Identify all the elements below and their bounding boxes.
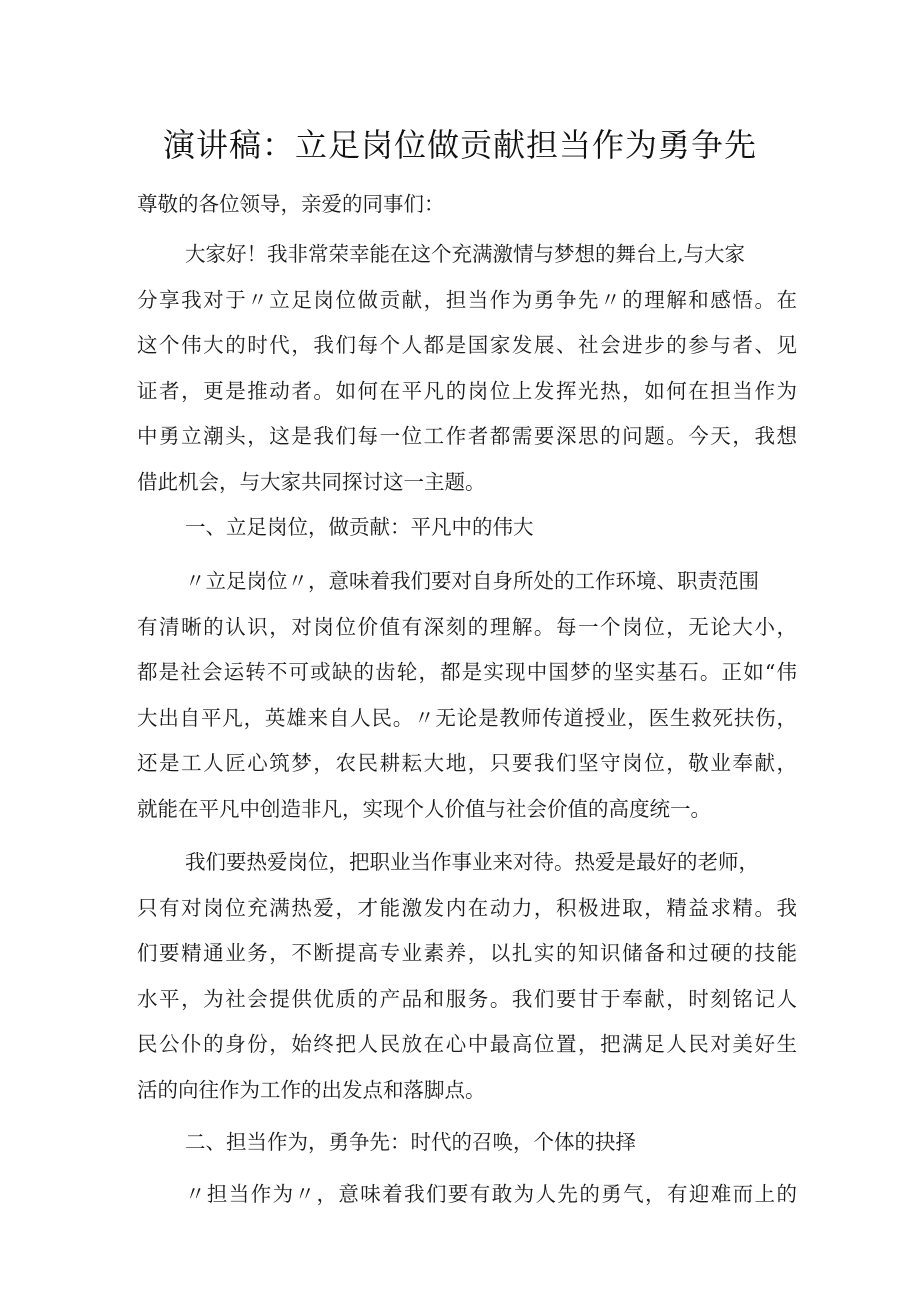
paragraph-line: 水平，为社会提供优质的产品和服务。我们要甘于奉献，时刻铭记人 xyxy=(137,987,797,1011)
paragraph-line: 中勇立潮头，这是我们每一位工作者都需要深思的问题。今天，我想 xyxy=(137,424,797,448)
paragraph-line: 都是社会运转不可或缺的齿轮，都是实现中国梦的坚实基石。正如“伟 xyxy=(137,660,797,684)
paragraph-line: 只有对岗位充满热爱，才能激发内在动力，积极进取，精益求精。我 xyxy=(137,896,797,920)
paragraph-line: 〃担当作为〃，意味着我们要有敢为人先的勇气，有迎难而上的 xyxy=(185,1182,797,1206)
section-heading: 一、立足岗位，做贡献：平凡中的伟大 xyxy=(185,515,534,539)
section-heading: 二、担当作为，勇争先：时代的召唤，个体的抉择 xyxy=(185,1130,636,1154)
paragraph-line: 分享我对于〃立足岗位做贡献，担当作为勇争先〃的理解和感悟。在 xyxy=(137,288,797,312)
paragraph-line: 大出自平凡，英雄来自人民。〃无论是教师传道授业，医生救死扶伤， xyxy=(137,706,797,730)
paragraph-line: 我们要热爱岗位，把职业当作事业来对待。热爱是最好的老师， xyxy=(185,850,759,874)
paragraph-line: 还是工人匠心筑梦，农民耕耘大地，只要我们坚守岗位，敬业奉献， xyxy=(137,751,797,775)
document-title: 演讲稿：立足岗位做贡献担当作为勇争先 xyxy=(162,126,757,164)
paragraph-line: 证者，更是推动者。如何在平凡的岗位上发挥光热，如何在担当作为 xyxy=(137,379,797,403)
paragraph-line: 〃立足岗位〃，意味着我们要对自身所处的工作环境、职责范围 xyxy=(185,569,759,593)
paragraph-line: 就能在平凡中创造非凡，实现个人价值与社会价值的高度统一。 xyxy=(137,797,711,821)
paragraph-line: 大家好！我非常荣幸能在这个充满激情与梦想的舞台上,与大家 xyxy=(185,242,746,266)
paragraph-line: 这个伟大的时代，我们每个人都是国家发展、社会进步的参与者、见 xyxy=(137,333,797,357)
paragraph-line: 借此机会，与大家共同探讨这一主题。 xyxy=(137,470,486,494)
paragraph-line: 有清晰的认识，对岗位价值有深刻的理解。每一个岗位，无论大小， xyxy=(137,615,797,639)
paragraph-line: 民公仆的身份，始终把人民放在心中最高位置，把满足人民对美好生 xyxy=(137,1032,797,1056)
paragraph-line: 们要精通业务，不断提高专业素养，以扎实的知识储备和过硬的技能 xyxy=(137,941,797,965)
salutation: 尊敬的各位领导，亲爱的同事们： xyxy=(137,192,445,216)
paragraph-line: 活的向往作为工作的出发点和落脚点。 xyxy=(137,1078,486,1102)
